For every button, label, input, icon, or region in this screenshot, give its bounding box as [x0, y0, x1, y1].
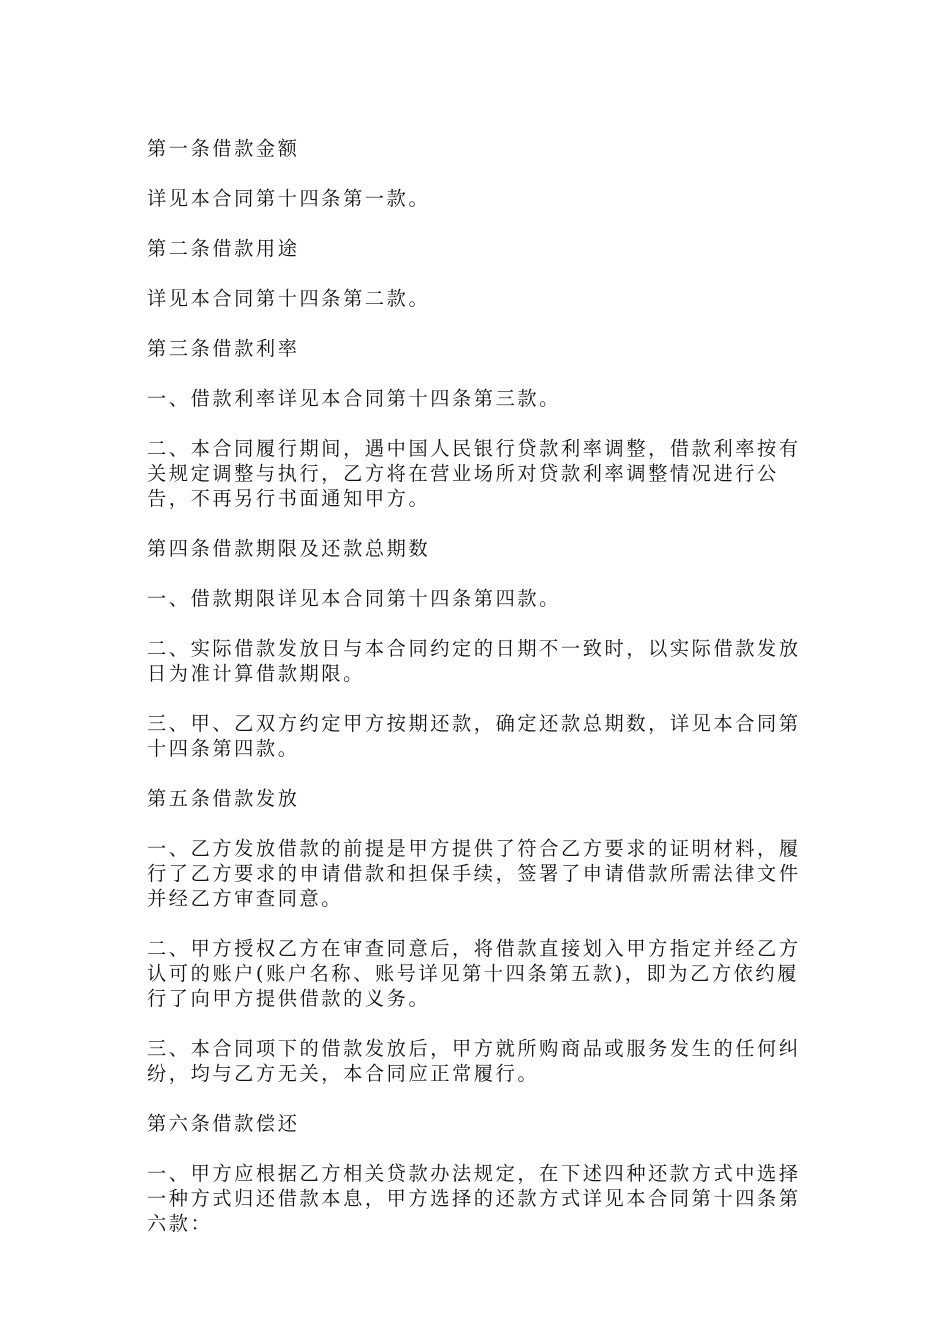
article-4-clause-1: 一、借款期限详见本合同第十四条第四款。: [147, 587, 561, 610]
article-2-heading: 第二条借款用途: [147, 237, 300, 260]
article-1-body: 详见本合同第十四条第一款。: [147, 187, 431, 210]
article-3-clause-1: 一、借款利率详见本合同第十四条第三款。: [147, 387, 561, 410]
article-5-heading: 第五条借款发放: [147, 787, 300, 810]
article-6-heading: 第六条借款偿还: [147, 1112, 300, 1135]
article-3-heading: 第三条借款利率: [147, 337, 300, 360]
document-page: [147, 136, 807, 1261]
article-6-clause-1: 一、甲方应根据乙方相关贷款办法规定，在下述四种还款方式中选择一种方式归还借款本息，甲方选择的还款方式详见本合同第十四条第六款：: [147, 1162, 801, 1235]
article-2-body: 详见本合同第十四条第二款。: [147, 287, 431, 310]
article-1-heading: 第一条借款金额: [147, 137, 300, 160]
article-4-clause-2: 二、实际借款发放日与本合同约定的日期不一致时，以实际借款发放日为准计算借款期限。: [147, 637, 801, 685]
article-4-clause-3: 三、甲、乙双方约定甲方按期还款，确定还款总期数，详见本合同第十四条第四款。: [147, 712, 801, 760]
article-5-clause-2: 二、甲方授权乙方在审查同意后，将借款直接划入甲方指定并经乙方认可的账户(账户名称、账号详见第十四条第五款)，即为乙方依约履行了向甲方提供借款的义务。: [147, 937, 801, 1010]
article-3-clause-2: 二、本合同履行期间，遇中国人民银行贷款利率调整，借款利率按有关规定调整与执行，乙方将在营业场所对贷款利率调整情况进行公告，不再另行书面通知甲方。: [147, 437, 801, 510]
article-5-clause-3: 三、本合同项下的借款发放后，甲方就所购商品或服务发生的任何纠纷，均与乙方无关，本合同应正常履行。: [147, 1037, 801, 1085]
article-5-clause-1: 一、乙方发放借款的前提是甲方提供了符合乙方要求的证明材料，履行了乙方要求的申请借款和担保手续，签署了申请借款所需法律文件并经乙方审查同意。: [147, 837, 801, 910]
article-4-heading: 第四条借款期限及还款总期数: [147, 537, 431, 560]
